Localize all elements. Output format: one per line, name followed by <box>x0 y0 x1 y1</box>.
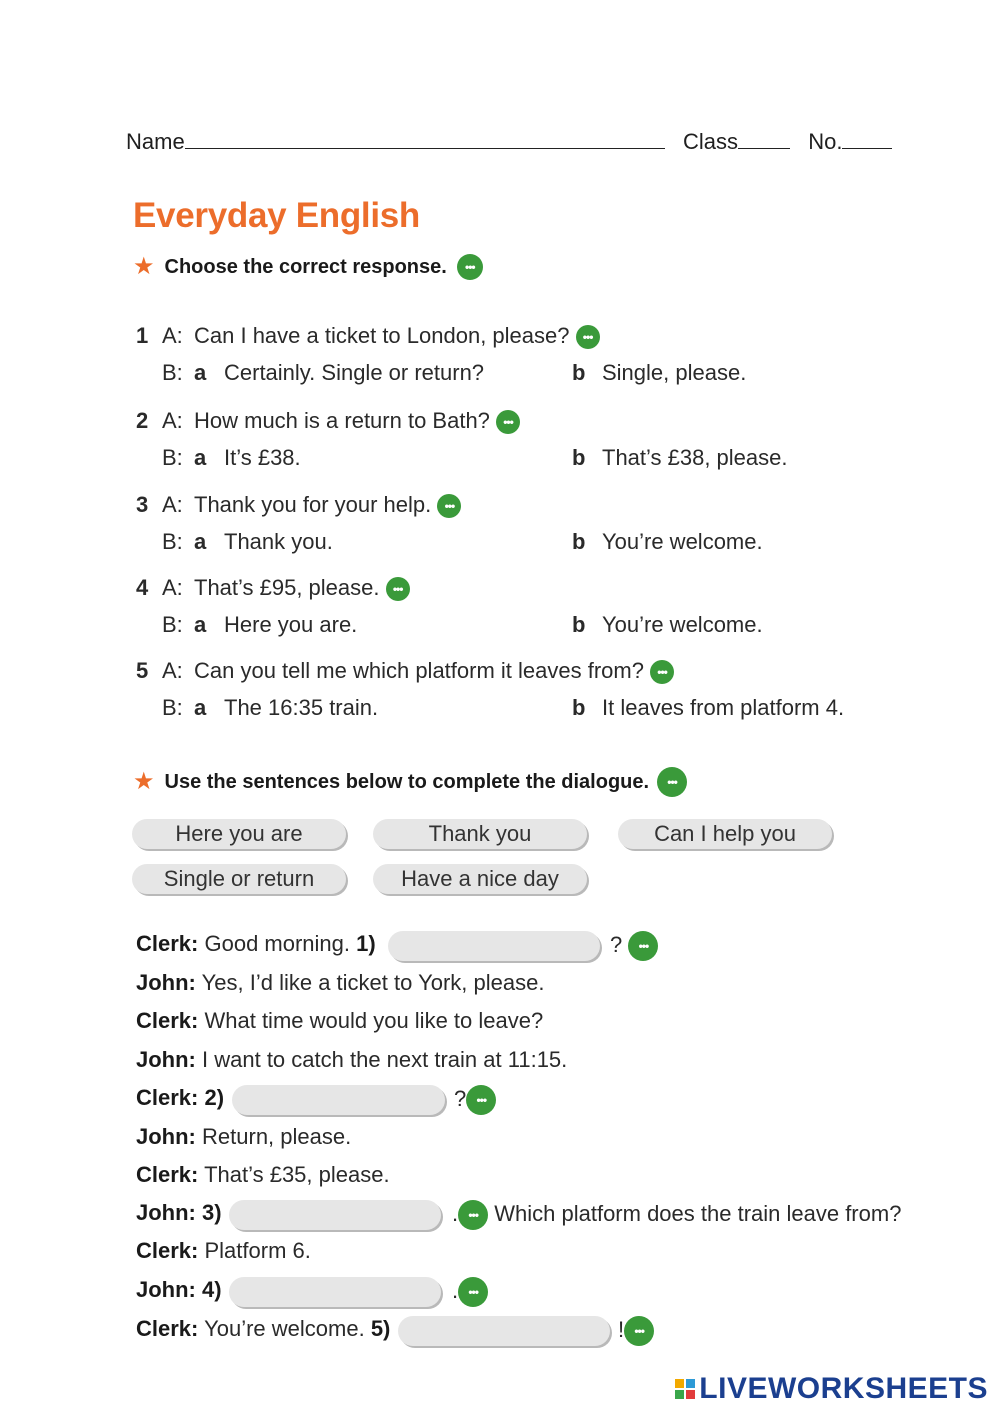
option-a[interactable]: a The 16:35 train. <box>194 695 379 720</box>
speech-bubble-icon[interactable]: ••• <box>466 1085 496 1115</box>
question-2 <box>136 408 788 482</box>
question-prompt: Thank you for your help. <box>194 492 432 517</box>
dialogue-line-5 <box>136 1085 224 1111</box>
word-bank-item[interactable]: Thank you <box>373 819 587 849</box>
logo-text: LIVEWORKSHEETS <box>699 1372 988 1405</box>
blank-number: 1) <box>356 931 376 956</box>
dialogue-line-9 <box>136 1238 311 1264</box>
class-field[interactable] <box>738 128 790 149</box>
dialogue-text: You’re welcome. <box>204 1316 365 1341</box>
dialogue-text: Good morning. <box>204 931 351 956</box>
dialogue-line-10 <box>136 1277 222 1303</box>
option-a[interactable]: a It’s £38. <box>194 445 301 470</box>
number-label: No. <box>808 129 843 154</box>
dialogue-line-8-end: . ••• Which platform does the train leave from? <box>452 1200 901 1230</box>
speaker-label: Clerk: <box>136 1162 199 1187</box>
speaker-label: John: <box>136 970 196 995</box>
answer-blank-2[interactable] <box>232 1085 445 1115</box>
section1-instruction <box>133 254 483 280</box>
speech-bubble-icon[interactable]: ••• <box>628 931 658 961</box>
dialogue-line-2 <box>136 970 544 996</box>
speaker-label: Clerk: <box>136 1008 199 1033</box>
answer-blank-1[interactable] <box>388 931 600 961</box>
logo-squares-icon <box>675 1379 695 1399</box>
speech-bubble-icon[interactable]: ••• <box>650 660 674 684</box>
question-prompt: Can you tell me which platform it leaves from? <box>194 658 644 683</box>
option-b[interactable]: b You’re welcome. <box>572 612 763 637</box>
blank-number: 2) <box>204 1085 225 1110</box>
speaker-label: Clerk: <box>136 1238 199 1263</box>
speech-bubble-icon[interactable]: ••• <box>437 494 461 518</box>
dialogue-line-11-end: ! ••• <box>618 1316 654 1346</box>
dialogue-line-10-end: . ••• <box>452 1277 488 1307</box>
speaker-label: Clerk: <box>136 1316 199 1341</box>
speaker-b-label: B: <box>162 445 183 470</box>
star-icon: ★ <box>133 253 155 280</box>
dialogue-text: Platform 6. <box>204 1238 311 1263</box>
question-3 <box>136 492 763 566</box>
section2-instruction-text: Use the sentences below to complete the dialogue. <box>164 770 650 793</box>
dialogue-text: Return, please. <box>202 1124 352 1149</box>
question-number: 2 <box>136 408 149 433</box>
dialogue-line-8 <box>136 1200 222 1226</box>
option-b[interactable]: b It leaves from platform 4. <box>572 695 845 720</box>
section2-instruction <box>133 767 687 797</box>
dialogue-text: What time would you like to leave? <box>204 1008 544 1033</box>
option-b[interactable]: b That’s £38, please. <box>572 445 788 470</box>
speaker-label: John: <box>136 1124 196 1149</box>
dialogue-line-5-end: ? ••• <box>454 1085 496 1115</box>
question-1 <box>136 323 747 397</box>
class-label: Class <box>682 129 738 154</box>
page-title: Everyday English <box>133 196 420 235</box>
dialogue-line-11 <box>136 1316 390 1342</box>
speech-bubble-icon[interactable]: ••• <box>458 1200 488 1230</box>
question-number: 5 <box>136 658 149 683</box>
speaker-a-label: A: <box>162 323 183 348</box>
dialogue-text: Yes, I’d like a ticket to York, please. <box>201 970 545 995</box>
word-bank-item[interactable]: Single or return <box>132 864 346 894</box>
speaker-a-label: A: <box>162 492 183 517</box>
speaker-b-label: B: <box>162 360 183 385</box>
blank-number: 5) <box>370 1316 391 1341</box>
speaker-b-label: B: <box>162 695 183 720</box>
speaker-label: Clerk: <box>136 931 199 956</box>
speaker-a-label: A: <box>162 575 183 600</box>
dialogue-line-1-end: ? ••• <box>610 931 658 961</box>
speech-bubble-icon[interactable]: ••• <box>457 254 483 280</box>
question-number: 4 <box>136 575 149 600</box>
question-prompt: That’s £95, please. <box>194 575 380 600</box>
answer-blank-5[interactable] <box>398 1316 610 1346</box>
option-a[interactable]: a Thank you. <box>194 529 333 554</box>
dialogue-line-4 <box>136 1047 567 1073</box>
dialogue-line-1 <box>136 931 376 957</box>
speech-bubble-icon[interactable]: ••• <box>657 767 687 797</box>
dialogue-text: Which platform does the train leave from? <box>494 1200 902 1226</box>
section1-instruction-text: Choose the correct response. <box>164 255 447 278</box>
question-4 <box>136 575 763 649</box>
option-a[interactable]: a Certainly. Single or return? <box>194 360 485 385</box>
blank-number: 4) <box>202 1277 222 1302</box>
dialogue-text: That’s £35, please. <box>204 1162 390 1187</box>
blank-number: 3) <box>202 1200 222 1225</box>
student-info-row <box>126 128 892 155</box>
speech-bubble-icon[interactable]: ••• <box>576 325 600 349</box>
word-bank-item[interactable]: Here you are <box>132 819 346 849</box>
option-a[interactable]: a Here you are. <box>194 612 358 637</box>
speaker-a-label: A: <box>162 408 183 433</box>
dialogue-line-6 <box>136 1124 351 1150</box>
name-field[interactable] <box>185 128 665 149</box>
speech-bubble-icon[interactable]: ••• <box>624 1316 654 1346</box>
speech-bubble-icon[interactable]: ••• <box>386 577 410 601</box>
question-prompt: Can I have a ticket to London, please? <box>194 323 570 348</box>
speech-bubble-icon[interactable]: ••• <box>458 1277 488 1307</box>
name-label: Name <box>126 129 185 154</box>
question-5 <box>136 658 845 732</box>
question-prompt: How much is a return to Bath? <box>194 408 490 433</box>
answer-blank-4[interactable] <box>229 1277 441 1307</box>
speaker-b-label: B: <box>162 612 183 637</box>
dialogue-line-7 <box>136 1162 390 1188</box>
star-icon: ★ <box>133 768 155 795</box>
speaker-a-label: A: <box>162 658 183 683</box>
speech-bubble-icon[interactable]: ••• <box>496 410 520 434</box>
option-b[interactable]: b Single, please. <box>572 360 747 385</box>
speaker-label: John: <box>136 1200 196 1225</box>
speaker-label: John: <box>136 1047 196 1072</box>
word-bank-item[interactable]: Can I help you <box>618 819 832 849</box>
dialogue-text: I want to catch the next train at 11:15. <box>202 1047 568 1072</box>
speaker-label: John: <box>136 1277 196 1302</box>
number-field[interactable] <box>842 128 892 149</box>
question-number: 3 <box>136 492 149 517</box>
answer-blank-3[interactable] <box>229 1200 441 1230</box>
speaker-label: Clerk: <box>136 1085 199 1110</box>
speaker-b-label: B: <box>162 529 183 554</box>
liveworksheets-logo <box>675 1372 988 1406</box>
word-bank-item[interactable]: Have a nice day <box>373 864 587 894</box>
option-b[interactable]: b You’re welcome. <box>572 529 763 554</box>
dialogue-line-3 <box>136 1008 543 1034</box>
question-number: 1 <box>136 323 149 348</box>
